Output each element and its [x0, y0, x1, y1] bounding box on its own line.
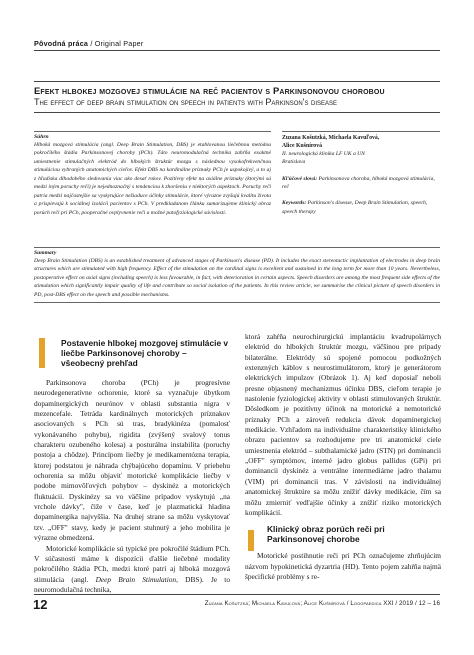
- keywords-slovak-label: Kľúčové slová:: [282, 176, 318, 182]
- section-2-body: [245, 551, 441, 582]
- summary-heading: Summary: [34, 250, 57, 256]
- section-2: [245, 524, 441, 582]
- summary-text: Deep Brain Stimulation (DBS) is an established treatment of advanced stages of Parkinson's disease (PD). It includes the exact stereotactic implantation of electrodes in deep brain structures which are stimulated with high frequency. Effect of the stimulation on the cardinal signs is excellent and sustained in the long term for more than 10 years. Nevertheless, postoperative effect on axial signs (including speech) is less favourable, in fact, with deterioration in certain aspects. Speech disorders are among the most frequent side effects of the stimulation which significantly impair quality of life and contribute so social isolation of the patients. In this review article, we summarise the clinical picture of speech disorders in PD, post-DBS effect on the speech and possible mechanisms.: [34, 258, 440, 298]
- section-accent-bar: [39, 338, 45, 368]
- affiliation-line-1: II. neurologická klinika LF UK a UN: [282, 151, 365, 157]
- left-column: [34, 328, 230, 595]
- info-divider: [282, 131, 440, 132]
- right-column: [245, 332, 441, 582]
- footer-divider: [34, 594, 440, 595]
- abstract-english: [34, 247, 440, 303]
- header-divider: [34, 50, 440, 51]
- section-2-paragraph-1: Motorické postihnutie reči pri PCh označujeme zhrňujúcim názvom hypokinetická dyzartria (HD). Tento pojem zahŕňa najmä špecifické problémy s re-: [245, 551, 441, 581]
- page-number: 12: [33, 597, 48, 612]
- section-1-title: Postavenie hlbokej mozgovej stimulácie v liečbe Parkinsonovej choroby – všeobecný prehľad: [61, 338, 229, 368]
- summary-divider: [34, 247, 440, 248]
- p2-end: , DBS). Je to neuromodulačná technika,: [34, 574, 230, 594]
- authors-line-1: Zuzana Košutzká, Michaela Kavuľová,: [282, 135, 380, 141]
- article-type-sep: /: [88, 39, 95, 48]
- section-2-accent-bar: [248, 530, 254, 551]
- abstract-divider: [34, 131, 271, 132]
- section-2-title: Klinický obraz porúch reči pri Parkinsonovej chorobe: [267, 524, 385, 545]
- keywords-english-label: Keywords:: [282, 200, 307, 207]
- article-type-bold: Pôvodná práca: [34, 39, 89, 48]
- affiliation: [282, 150, 440, 166]
- abstract-text: Hlboká mozgová stimulácia (angl. Deep Brain Stimulation, DBS) je etablovanou liečebnou metódou pokročilého štádia Parkinsonovej choroby (PCh). Táto neuromodulačná technika zahŕňa exaktné umiestnenie stimulačných elektród do hlbokých štruktúr mozgu s následnou vysokofrekvenčnou stimuláciou vybraných anatomických cieľov. Efekt DBS na kardinálne príznaky PCh je uspokojivý, a to aj z hľadiska dlhodobého sledovania viac ako desať rokov. Pozitívny efekt na axiálne príznaky (ktorými sú medzi iným poruchy reči) je nejednoznačný s tendenciou k zhoršeniu v niektorých aspektoch. Poruchy reči patria medzi najčastejšie sa vyskytujúce nežiaduce účinky stimulácie, ktoré výrazne zvyšujú kvalitu života a prispievajú k sociálnej izolácii pacientov s PCh. V predkladanom článku sumarizujeme klinický obraz porúch reči pri PCh, pooperačné ovplyvnenie reči a možné patofyziologické súvislosti.: [34, 142, 271, 216]
- section-1-paragraph-1: Parkinsonova choroba (PCh) je progresívne neurodegeneratívne ochorenie, ktoré sa vyznačuje úbytkom dopamínergických neurónov v oblasti substantia nigra v mezencefale. Tetráda kardinálnych motorických príznakov asociovaných s PCh sú tras, bradykinéza (pomalosť vykonávaného pohybu), rigidita (zvýšený svalový tonus charakteru ozubeného kolesa) a posturálna instabilita (poruchy postoja a chôdze). Princípom liečby je medikamentózna terapia, ktorej podstatou je náhrada chýbajúceho dopamínu. V priebehu ochorenia sa môžu objaviť motorické komplikácie liečby v podobe mimovôľových pohybov – dyskinéz a motorických fluktuácií. Dyskinézy sa vo väčšine prípadov vyskytujú „na vrchole dávky", čiže v čase, keď je plazmatická hladina dopamínergika najvyššia. Na druhej strane sa môžu vyskytovať tzv. „OFF" stavy, kedy je pacient stuhnutý a jeho mobilita je výrazne obmedzená.: [34, 378, 230, 543]
- footer-journal: / Logopaedica XXI / 2019 / 12 – 16: [344, 600, 440, 607]
- right-column-body: [245, 332, 441, 518]
- authors-line-2: Alice Kušnírová: [282, 143, 322, 149]
- keywords-english: [282, 199, 440, 215]
- title-divider-top: [34, 81, 440, 82]
- keywords-slovak: [282, 175, 440, 191]
- p2-start: Motorické komplikácie sú typické pre pokročilé štádium PCh. V súčasnosti máme k dispozícii ďalšie liečebné modality pokročilého štádia PCh, medzi ktoré patrí aj hlboká mozgová stimulácia (angl.: [34, 543, 230, 584]
- p2-italic: Deep Brain Stimulation: [95, 574, 177, 584]
- section-1-body: [34, 378, 230, 595]
- author-names: [282, 134, 440, 150]
- author-info: [282, 131, 440, 216]
- section-1-paragraph-2: [34, 544, 230, 596]
- summary-divider-bottom: [34, 302, 440, 303]
- footer-citation: [205, 600, 440, 607]
- title-english: The effect of deep brain stimulation on speech in patients with Parkinson's disease: [34, 97, 338, 107]
- article-type-rest: Original Paper: [94, 39, 144, 48]
- footer-authors: Zuzana Košutzká; Michaela Kavuľová; Alice Kušnírová: [204, 600, 345, 607]
- title-divider-bottom: [34, 112, 440, 113]
- affiliation-line-2: Bratislava: [282, 159, 306, 165]
- keywords-slovak-text: Parkinsonova choroba, hlboká mozgová stimulácia, reč: [282, 176, 435, 191]
- title-slovak: Efekt hlbokej mozgovej stimulácie na reč pacientov s Parkinsonovou chorobou: [34, 85, 385, 96]
- keywords-english-text: Parkinson's disease, Deep Brain Stimulation, speech, speech therapy: [282, 200, 428, 215]
- section-1-continued: ktorá zahŕňa neurochirurgickú implantáciu kvadrupolárnych elektród do hlbokých štruktúr mozgu, väčšinou pre prípady bilaterálne. Elektródy sú spojené pomocou podkožných extenzných káblov s neurostimulátorom, ktorý je generátorom elektrických impulzov (Obrázok 1). Aj keď doposiaľ neboli presne objasnený mechanizmus účinku DBS, cieľom terapie je nastolenie fyziologickej aktivity v oblasti stimulovaných štruktúr. Dôsledkom je pozitívny účinok na motorické a nemotorické príznaky PCh a zároveň redukcia dávok dopamínergickej medikácie. Vzhľadom na individuálne charakteristiky klinického obrazu pacientov sa rozhodujeme pre tri anatomické ciele umiestnenia elektród – subthalamické jadro (STN) pri dominancii „OFF" symptómov, interné jadro globus pallidus (GPi) pri dominancii dyskinéz a ventrálne intermediárne jadro thalamu (VIM) pri dominancii tras. V závislosti na individuálnej anatomickej štruktúre sa môžu znížiť dávky medikácie, čím sa môžu zmierniť vedľajšie účinky a znížiť riziko motorických komplikácií.: [245, 332, 441, 517]
- abstract-slovak: [34, 131, 271, 217]
- abstract-heading: Súhrn: [34, 134, 49, 140]
- article-type-label: [34, 39, 143, 48]
